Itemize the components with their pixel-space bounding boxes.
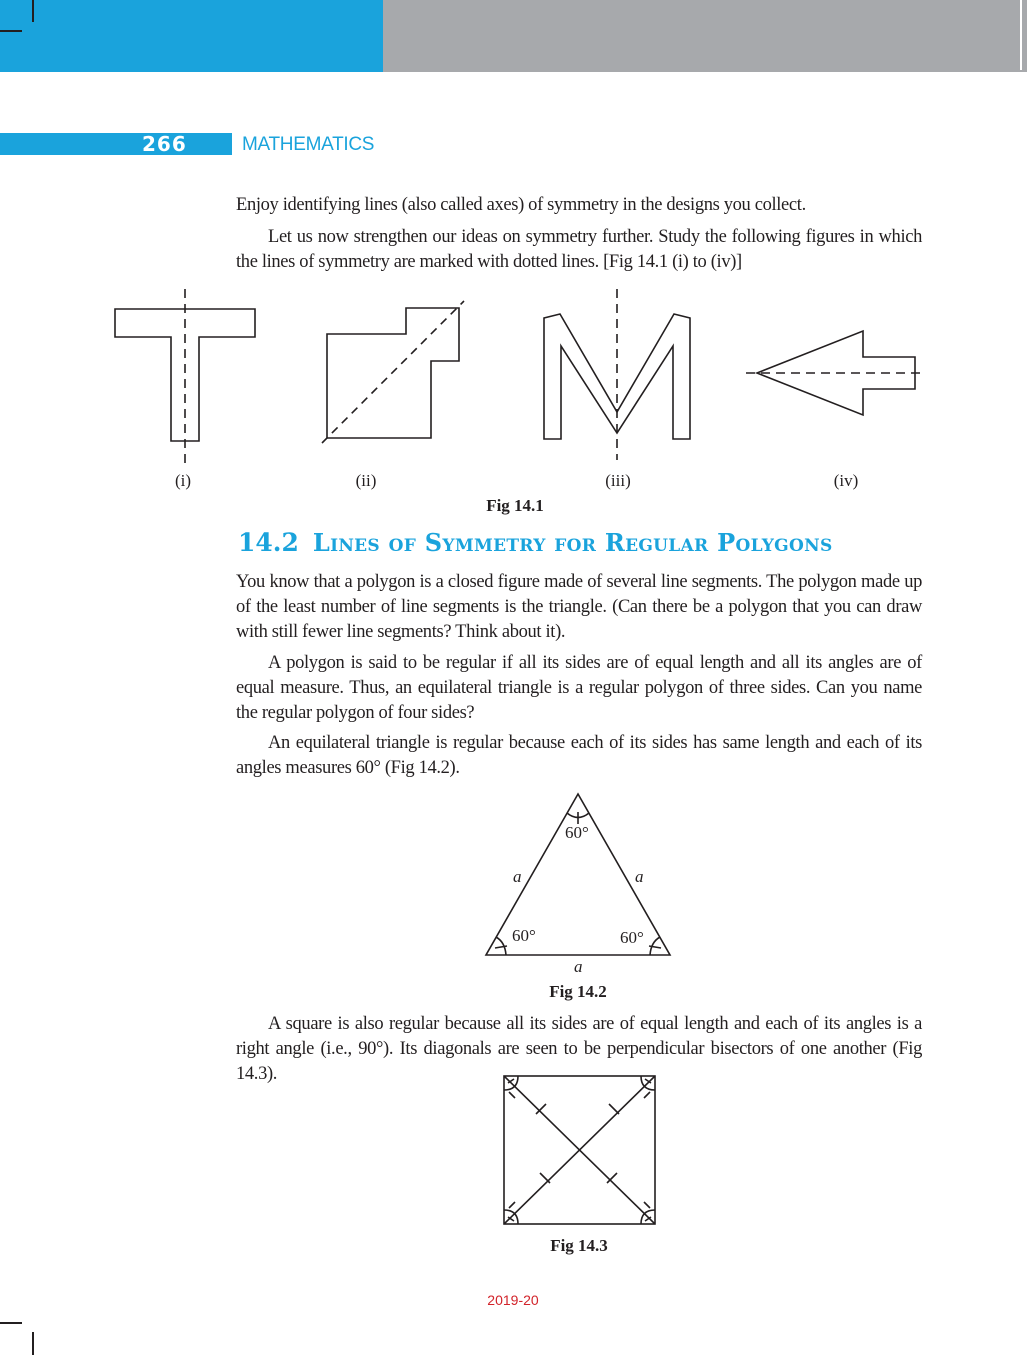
triangle-label-side-left: a [513,867,522,886]
diagonal-tick [607,1173,617,1183]
t-shape [115,309,255,441]
figure-label-ii: (ii) [355,471,377,490]
paragraph-equilateral-triangle: An equilateral triangle is regular because each of its sides has same length and each of its angles measures 60° (Fig 14.2). [236,733,922,778]
fig-14-3-caption: Fig 14.3 [550,1236,608,1255]
running-header-subject: MATHEMATICS [242,134,375,155]
paragraph-polygon-definition: You know that a polygon is a closed figure made of several line segments. The polygon made up of the least number of line segments is the triangle. (Can there be a polygon that you can draw with still fewer line segments? Think about it). [236,572,922,642]
angle-tick-left [495,946,507,948]
m-shape [544,314,690,439]
header-strip [0,133,232,155]
corner-tick [509,1202,515,1208]
triangle-outline [486,794,670,955]
top-color-bar-blue [0,0,383,72]
section-heading [238,527,938,559]
paragraph-study-figures: Let us now strengthen our ideas on symmetry further. Study the following figures in which the lines of symmetry are marked with dotted lines. [Fig 14.1 (i) to (iv)] [236,227,922,272]
paragraph-axes-intro: Enjoy identifying lines (also called axes) of symmetry in the designs you collect. [236,195,806,215]
triangle-label-side-bottom: a [574,957,583,976]
fig-14-2-caption: Fig 14.2 [549,982,607,1001]
page-number: 266 [142,132,187,156]
corner-tick [645,1217,651,1221]
diagonal-tick [540,1173,550,1183]
diagonal-tick [609,1104,619,1114]
paragraph-regular-polygon: A polygon is said to be regular if all its sides are of equal length and all its angles are of equal measure. Thus, an equilateral triangle is a regular polygon of three sides. Can you name the regular polygon of four sides? [236,653,922,723]
footer-year: 2019-20 [487,1292,539,1308]
corner-arc [504,1210,518,1224]
triangle-angle-label-top: 60° [565,823,589,842]
fig-14-1-caption: Fig 14.1 [486,496,544,515]
stepped-square-shape [327,308,459,438]
corner-arc [641,1210,655,1224]
triangle-angle-label-left: 60° [512,926,536,945]
triangle-label-side-right: a [635,867,644,886]
crop-mark [0,30,22,32]
angle-arc-left [496,937,506,955]
paragraph-square: A square is also regular because all its sides are of equal length and each of its angles is a right angle (i.e., 90°). Its diagonals are seen to be perpendicular bisectors of one another (Fig 14.3). [236,1014,922,1084]
corner-tick [509,1092,515,1098]
angle-arc-right [650,937,660,955]
figure-label-i: (i) [174,471,192,490]
corner-tick [508,1217,514,1221]
square-outline [504,1076,655,1224]
square-diagonal [504,1076,655,1224]
crop-mark [0,1322,22,1324]
corner-tick [644,1092,650,1098]
figure-label-iv: (iv) [833,471,859,490]
section-title: Lines of Symmetry for Regular Polygons [312,528,833,557]
crop-mark [32,1332,34,1355]
corner-tick [644,1202,650,1208]
angle-arc-top [567,813,589,818]
figure-label-iii: (iii) [605,471,631,490]
triangle-angle-label-right: 60° [620,928,644,947]
arrow-shape [757,331,915,415]
top-color-bar-grey [383,0,1027,72]
symmetry-line-diagonal [322,301,464,443]
angle-tick-right [649,946,661,948]
section-number: 14.2 [238,528,299,557]
square-diagonal [504,1076,655,1224]
diagonal-tick [536,1104,546,1114]
crop-mark [1020,0,1022,70]
crop-mark [32,0,34,22]
